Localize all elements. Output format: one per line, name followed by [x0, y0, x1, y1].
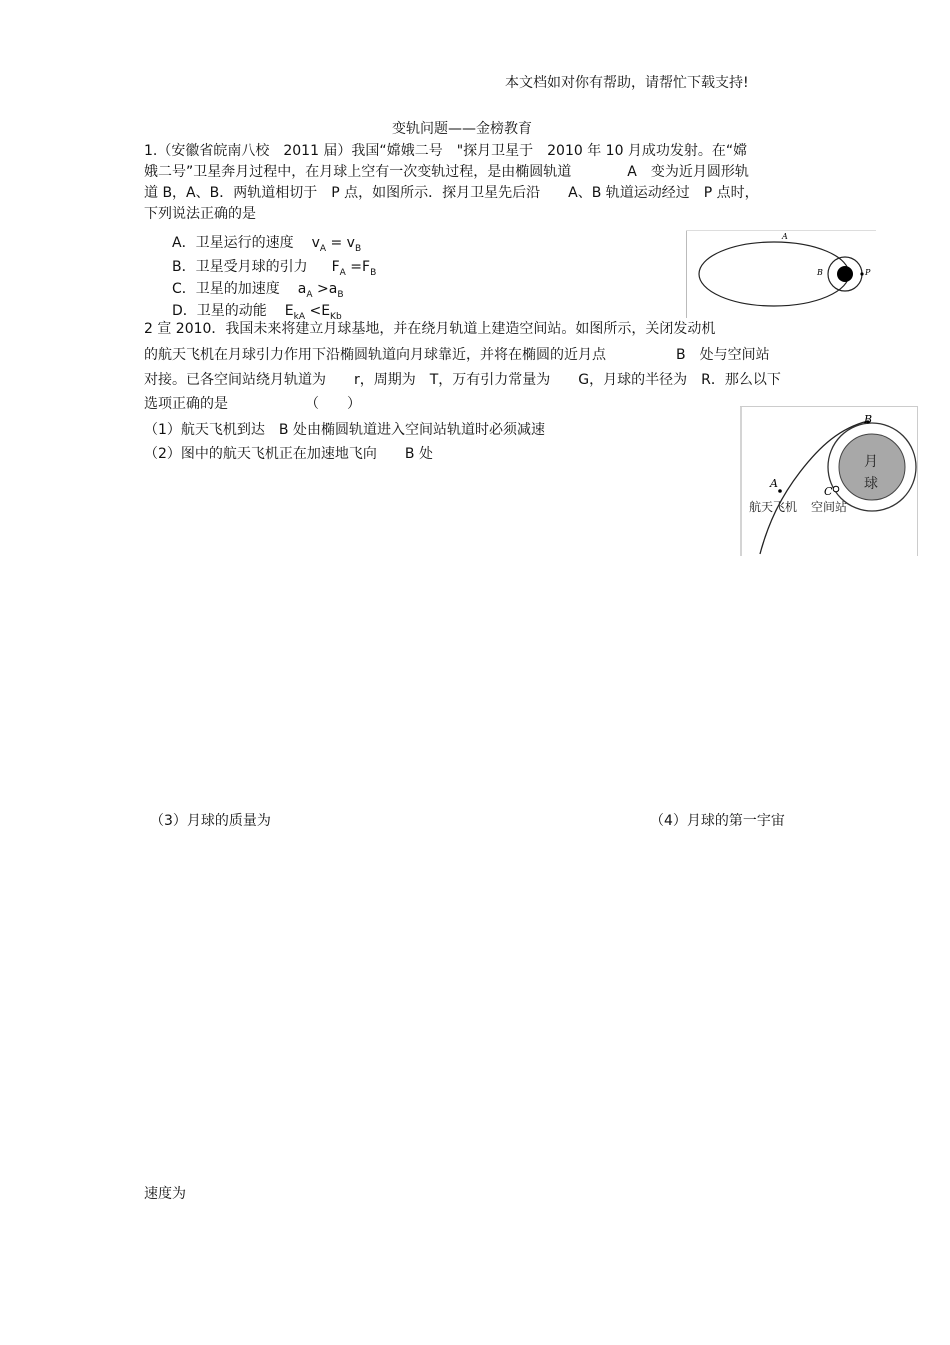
point-p-label: P: [865, 268, 871, 277]
option-expr: $a_A >a_B$: [297, 281, 344, 300]
q2-item-2: （2）图中的航天飞机正在加速地飞向 B 处: [144, 446, 433, 462]
orbit-a-label: A: [782, 232, 788, 241]
option-label: C．卫星的加速度: [172, 281, 280, 297]
moon-label-1: 月: [864, 454, 878, 470]
q1-line-3: 道 B，A、B．两轨道相切于 P 点，如图所示．探月卫星先后沿 A、B 轨道运动经过 P 点时，: [144, 185, 759, 201]
q2-item-4-continued: 速度为: [144, 1186, 186, 1202]
q1-line-4: 下列说法正确的是: [144, 206, 256, 222]
q2-line-4: 选项正确的是 （ ）: [144, 396, 361, 412]
q1-option-c: [172, 278, 344, 300]
q2-item-3: （3）月球的质量为: [150, 813, 271, 829]
point-p-dot: [860, 272, 863, 275]
moon-label-2: 球: [864, 476, 878, 492]
q2-item-4: （4）月球的第一宇宙: [650, 813, 785, 829]
point-a-label: A: [770, 477, 778, 490]
point-c-dot: [833, 486, 839, 492]
orbit-a-ellipse: [699, 242, 849, 306]
option-label: D．卫星的动能: [172, 303, 267, 319]
q1-option-a: [172, 232, 361, 254]
orbit-figure-1: [686, 230, 876, 318]
option-expr: $v_A = v_B$: [311, 235, 362, 254]
header-note: 本文档如对你有帮助，请帮忙下载支持!: [505, 75, 749, 91]
option-expr: $F_A =F_B$: [331, 259, 377, 278]
point-b-label: B: [864, 413, 873, 426]
q2-line-1: 2 宣 2010．我国未来将建立月球基地，并在绕月轨道上建造空间站。如图所示，关闭发动机: [144, 321, 716, 337]
orbit-b-label: B: [817, 268, 823, 277]
q1-option-b: [172, 256, 376, 278]
option-expr: $E_{kA} <E_{Kb}$: [284, 303, 342, 322]
point-a-dot: [778, 489, 782, 493]
point-c-label: C: [824, 485, 833, 498]
option-label: A．卫星运行的速度: [172, 235, 294, 251]
orbit-figure-2: [740, 406, 918, 556]
station-label: 空间站: [811, 500, 848, 514]
option-label: B．卫星受月球的引力: [172, 259, 308, 275]
q1-line-2: 娥二号”卫星奔月过程中，在月球上空有一次变轨过程，是由椭圆轨道 A 变为近月圆形轨: [144, 164, 749, 180]
q2-line-3: 对接。已各空间站绕月轨道为 r，周期为 T，万有引力常量为 G，月球的半径为 R．那么以下: [144, 372, 781, 388]
shuttle-label: 航天飞机: [749, 500, 798, 514]
doc-title: 变轨问题——金榜教育: [392, 121, 532, 137]
q2-line-2: 的航天飞机在月球引力作用下沿椭圆轨道向月球靠近，并将在椭圆的近月点 B 处与空间站: [144, 347, 770, 363]
q2-item-1: （1）航天飞机到达 B 处由椭圆轨道进入空间站轨道时必须减速: [144, 422, 545, 438]
moon-icon: [837, 266, 853, 282]
q1-line-1: 1.（安徽省皖南八校 2011 届）我国“嫦娥二号 "探月卫星于 2010 年 10 月成功发射。在“嫦: [144, 143, 748, 159]
